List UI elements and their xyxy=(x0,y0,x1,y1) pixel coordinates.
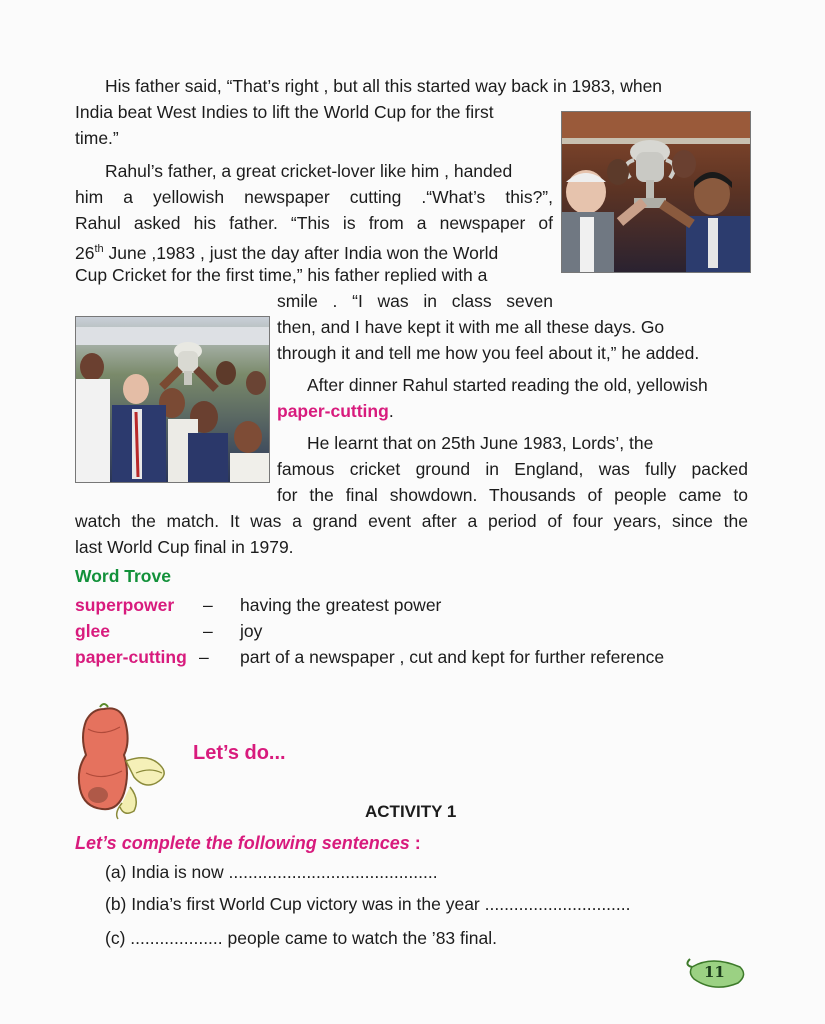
page-number: 11 xyxy=(704,963,725,981)
word-trove-heading: Word Trove xyxy=(75,566,171,586)
paragraph-4-line-1: He learnt that on 25th June 1983, Lords’, the xyxy=(307,433,654,453)
paragraph-4-line-2: famous cricket ground in England, was fully packed xyxy=(277,459,748,479)
paragraph-1-line-1: His father said, “That’s right , but all this started way back in 1983, when xyxy=(105,76,663,96)
word-trove-item xyxy=(75,644,748,670)
date-ordinal-suffix: th xyxy=(94,243,104,255)
team-celebration-image xyxy=(76,317,269,482)
page-number-leaf xyxy=(682,953,750,993)
date-rest: June ,1983 , just the day after India won the World xyxy=(103,242,499,263)
paragraph-4-line-4: watch the match. It was a grand event after a period of four years, since the xyxy=(75,511,748,531)
paper-cutting-highlight: paper-cutting xyxy=(277,401,389,421)
paragraph-2-line-7: then, and I have kept it with me all these days. Go xyxy=(277,317,665,337)
word-trove-dash: – xyxy=(199,647,209,667)
word-trove-definition: joy xyxy=(240,621,263,641)
activity-item-c: (c) ................... people came to watch the ’83 final. xyxy=(105,928,497,948)
paragraph-4-line-5: last World Cup final in 1979. xyxy=(75,537,294,557)
word-trove-item xyxy=(75,592,748,618)
word-trove-dash: – xyxy=(203,621,213,641)
activity-title: ACTIVITY 1 xyxy=(365,802,457,821)
activity-item-a: (a) India is now ........................................... xyxy=(105,862,438,882)
paragraph-2-line-6: smile . “I was in class seven xyxy=(277,291,553,311)
word-trove-term: superpower xyxy=(75,595,175,615)
paragraph-2-line-1: Rahul’s father, a great cricket-lover like him , handed xyxy=(105,161,513,181)
paragraph-1-line-3: time.” xyxy=(75,128,119,148)
paragraph-3-period: . xyxy=(388,401,394,421)
word-trove-term: paper-cutting xyxy=(75,647,187,667)
peanut-mascot-icon xyxy=(74,703,184,821)
activity-instruction-text: Let’s complete the following sentences xyxy=(75,833,410,853)
activity-instruction xyxy=(75,830,421,856)
team-celebration-photo xyxy=(75,316,270,483)
word-trove-dash: – xyxy=(203,595,213,615)
word-trove-term: glee xyxy=(75,621,111,641)
lets-do-heading: Let’s do... xyxy=(193,742,286,764)
date-day: 26 xyxy=(75,242,95,263)
paragraph-2-line-2: him a yellowish newspaper cutting .“What’s this?”, xyxy=(75,187,553,207)
paragraph-2-line-3: Rahul asked his father. “This is from a newspaper of xyxy=(75,213,553,233)
paragraph-4-line-3: for the final showdown. Thousands of people came to xyxy=(277,485,748,505)
paragraph-2-line-8: through it and tell me how you feel about it,” he added. xyxy=(277,343,700,363)
world-cup-trophy-photo xyxy=(561,111,751,273)
paragraph-1-line-2: India beat West Indies to lift the World Cup for the first xyxy=(75,102,494,122)
word-trove-definition: having the greatest power xyxy=(240,595,442,615)
activity-instruction-colon: : xyxy=(409,833,421,853)
word-trove-item xyxy=(75,618,748,644)
paragraph-3-line-2 xyxy=(277,398,748,424)
word-trove-definition: part of a newspaper , cut and kept for further reference xyxy=(240,647,665,667)
activity-item-b: (b) India’s first World Cup victory was in the year .............................. xyxy=(105,894,631,914)
paragraph-2-line-5: Cup Cricket for the first time,” his father replied with a xyxy=(75,265,488,285)
trophy-celebration-image xyxy=(562,112,750,272)
paragraph-3-line-1: After dinner Rahul started reading the old, yellowish xyxy=(307,375,708,395)
